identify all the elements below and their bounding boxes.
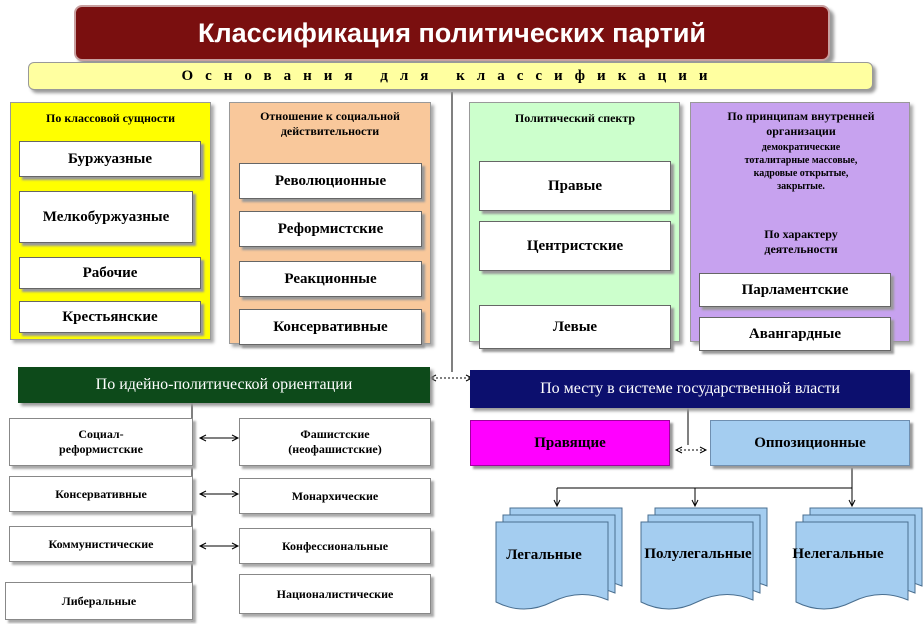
social-item: Консервативные bbox=[239, 309, 422, 345]
ideology-left-item: Коммунистические bbox=[9, 526, 193, 562]
activity-header: По характеру деятельности bbox=[764, 227, 838, 256]
class-item: Рабочие bbox=[19, 257, 201, 289]
ideology-left-item: Социал-реформистские bbox=[9, 418, 193, 466]
class-item: Буржуазные bbox=[19, 141, 201, 177]
ideological-header: По идейно-политической ориентации bbox=[18, 367, 430, 403]
internal-org-header: По принципам внутренней организации bbox=[727, 109, 875, 138]
spectrum-header: Политический спектр bbox=[514, 111, 636, 125]
ideology-right-item: Националистические bbox=[239, 574, 431, 614]
activity-item: Авангардные bbox=[699, 317, 891, 351]
social-item: Реакционные bbox=[239, 261, 422, 297]
opposition-box: Оппозиционные bbox=[710, 420, 910, 466]
social-item: Реформистские bbox=[239, 211, 422, 247]
spectrum-item: Центристские bbox=[479, 221, 671, 271]
class-item: Мелкобуржуазные bbox=[19, 191, 193, 243]
illegal-label: Нелегальные bbox=[792, 545, 884, 562]
ideology-right-item: Фашистские (неофашистские) bbox=[239, 418, 431, 466]
semilegal-label: Полулегальные bbox=[644, 545, 752, 562]
ideology-left-item: Либеральные bbox=[5, 582, 193, 620]
classification-basis: Основания для классификации bbox=[28, 62, 873, 90]
state-power-header: По месту в системе государственной власти bbox=[470, 370, 910, 408]
ideology-right-item: Монархические bbox=[239, 478, 431, 514]
class-essence-header: По классовой сущности bbox=[46, 111, 175, 125]
ideology-right-item: Конфессиональные bbox=[239, 528, 431, 564]
social-relation-header: Отношение к социальной действительности bbox=[260, 109, 400, 138]
activity-item: Парламентские bbox=[699, 273, 891, 307]
class-item: Крестьянские bbox=[19, 301, 201, 333]
legal-label: Легальные bbox=[506, 546, 582, 563]
social-item: Революционные bbox=[239, 163, 422, 199]
page-title: Классификация политических партий bbox=[74, 5, 830, 61]
ruling-box: Правящие bbox=[470, 420, 670, 466]
ideology-left-item: Консервативные bbox=[9, 476, 193, 512]
internal-org-subtext: демократические тоталитарные массовые, кадровые открытые, закрытые. bbox=[744, 142, 858, 192]
spectrum-item: Правые bbox=[479, 161, 671, 211]
spectrum-item: Левые bbox=[479, 305, 671, 349]
